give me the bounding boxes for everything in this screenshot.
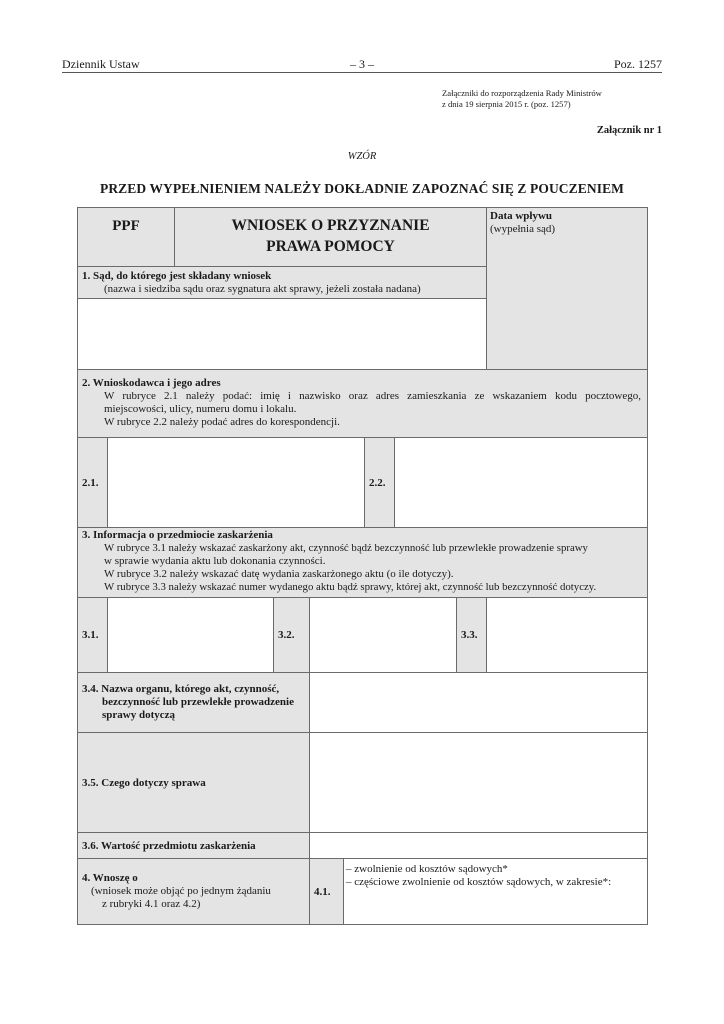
- section-4-note-line-2: z rubryki 4.1 oraz 4.2): [102, 898, 201, 910]
- template-label: WZÓR: [347, 151, 377, 162]
- field-3-5-label-cell: [77, 732, 310, 833]
- correspondence-address-field[interactable]: [394, 437, 648, 528]
- annex-line-1: Załączniki do rozporządzenia Rady Ministrów: [442, 88, 602, 98]
- instruction-heading: PRZED WYPEŁNIENIEM NALEŻY DOKŁADNIE ZAPOZNAĆ SIĘ Z POUCZENIEM: [99, 181, 625, 196]
- case-subject-field[interactable]: [309, 732, 648, 833]
- section-2-line-2: miejscowości, ulicy, numeru domu i lokalu.: [104, 403, 297, 415]
- receipt-date-box: [486, 207, 648, 370]
- page-number: – 3 –: [350, 57, 374, 71]
- claim-value-field[interactable]: [309, 832, 648, 859]
- journal-name: Dziennik Ustaw: [62, 57, 140, 71]
- receipt-date-note: (wypełnia sąd): [490, 223, 556, 235]
- field-3-6-label-cell: [77, 832, 310, 859]
- section-3-line-4: W rubryce 3.3 należy wskazać numer wydanego aktu bądź sprawy, której akt, czynność lub bezczynność dotyczy.: [104, 581, 597, 593]
- section-3-line-3: W rubryce 3.2 należy wskazać datę wydania zaskarżonego aktu (o ile dotyczy).: [104, 568, 454, 580]
- option-partial-exemption[interactable]: – częściowe zwolnienie od kosztów sądowych, w zakresie*:: [346, 876, 612, 888]
- option-full-exemption[interactable]: – zwolnienie od kosztów sądowych*: [346, 863, 508, 875]
- field-3-2-label-cell: [273, 597, 310, 673]
- annex-number: Załącznik nr 1: [596, 125, 662, 136]
- annex-reference: [442, 88, 662, 110]
- field-3-4-label-line-3: sprawy dotyczą: [102, 709, 176, 721]
- field-3-5-label: 3.5. Czego dotyczy sprawa: [82, 776, 206, 789]
- receipt-date-label: Data wpływu: [490, 210, 553, 222]
- form-code: PPF: [112, 218, 140, 234]
- form-code-cell: [77, 207, 175, 267]
- field-3-3-label: 3.3.: [461, 629, 478, 641]
- section-3-header: [77, 527, 648, 598]
- section-1-header: [77, 266, 487, 299]
- act-date-field[interactable]: [309, 597, 457, 673]
- authority-name-field[interactable]: [309, 672, 648, 733]
- form-title-cell: [174, 207, 487, 267]
- section-4-note-line-1: (wniosek może objąć po jednym żądaniu: [91, 885, 271, 897]
- section-2-line-1: W rubryce 2.1 należy podać: imię i nazwisko oraz adres zamieszkania ze wskazaniem kodu pocztowego,: [104, 390, 641, 402]
- court-name-field[interactable]: [77, 298, 487, 370]
- form-title-line-1: WNIOSEK O PRZYZNANIE: [231, 217, 430, 234]
- field-3-1-label: 3.1.: [82, 629, 99, 641]
- section-3-line-2: w sprawie wydania aktu lub dokonania czynności.: [104, 555, 326, 567]
- section-1-title: 1. Sąd, do którego jest składany wniosek: [82, 270, 272, 282]
- position-number: Poz. 1257: [614, 57, 662, 71]
- field-3-4-label-line-2: bezczynność lub przewlekłe prowadzenie: [102, 696, 294, 708]
- section-2-line-3: W rubryce 2.2 należy podać adres do korespondencji.: [104, 416, 340, 428]
- field-4-1-label: 4.1.: [314, 885, 331, 898]
- request-options-cell: [343, 858, 648, 925]
- section-4-label-cell: [77, 858, 310, 925]
- form-title-line-2: PRAWA POMOCY: [266, 238, 395, 255]
- section-2-title: 2. Wnioskodawca i jego adres: [82, 377, 221, 389]
- section-2-header: [77, 369, 648, 438]
- section-1-note: (nazwa i siedziba sądu oraz sygnatura akt sprawy, jeżeli została nadana): [104, 283, 421, 295]
- field-3-2-label: 3.2.: [278, 629, 295, 641]
- field-3-4-label-cell: [77, 672, 310, 733]
- annex-line-2: z dnia 19 sierpnia 2015 r. (poz. 1257): [442, 99, 571, 109]
- header-divider: [62, 72, 662, 73]
- section-3-title: 3. Informacja o przedmiocie zaskarżenia: [82, 529, 273, 541]
- field-3-1-label-cell: [77, 597, 108, 673]
- field-2-1-label-cell: [77, 437, 108, 528]
- act-number-field[interactable]: [486, 597, 648, 673]
- section-3-line-1: W rubryce 3.1 należy wskazać zaskarżony akt, czynność bądź bezczynność lub przewlekłe prowadzenie sprawy: [104, 542, 588, 554]
- field-3-6-label: 3.6. Wartość przedmiotu zaskarżenia: [82, 839, 256, 852]
- field-4-1-label-cell: [309, 858, 344, 925]
- challenged-act-field[interactable]: [107, 597, 274, 673]
- field-2-2-label-cell: [364, 437, 395, 528]
- field-2-2-label: 2.2.: [369, 476, 386, 489]
- field-2-1-label: 2.1.: [82, 476, 99, 489]
- field-3-3-label-cell: [456, 597, 487, 673]
- section-4-title: 4. Wnoszę o: [82, 872, 138, 884]
- applicant-address-field[interactable]: [107, 437, 365, 528]
- field-3-4-label-line-1: 3.4. Nazwa organu, którego akt, czynność,: [82, 683, 280, 695]
